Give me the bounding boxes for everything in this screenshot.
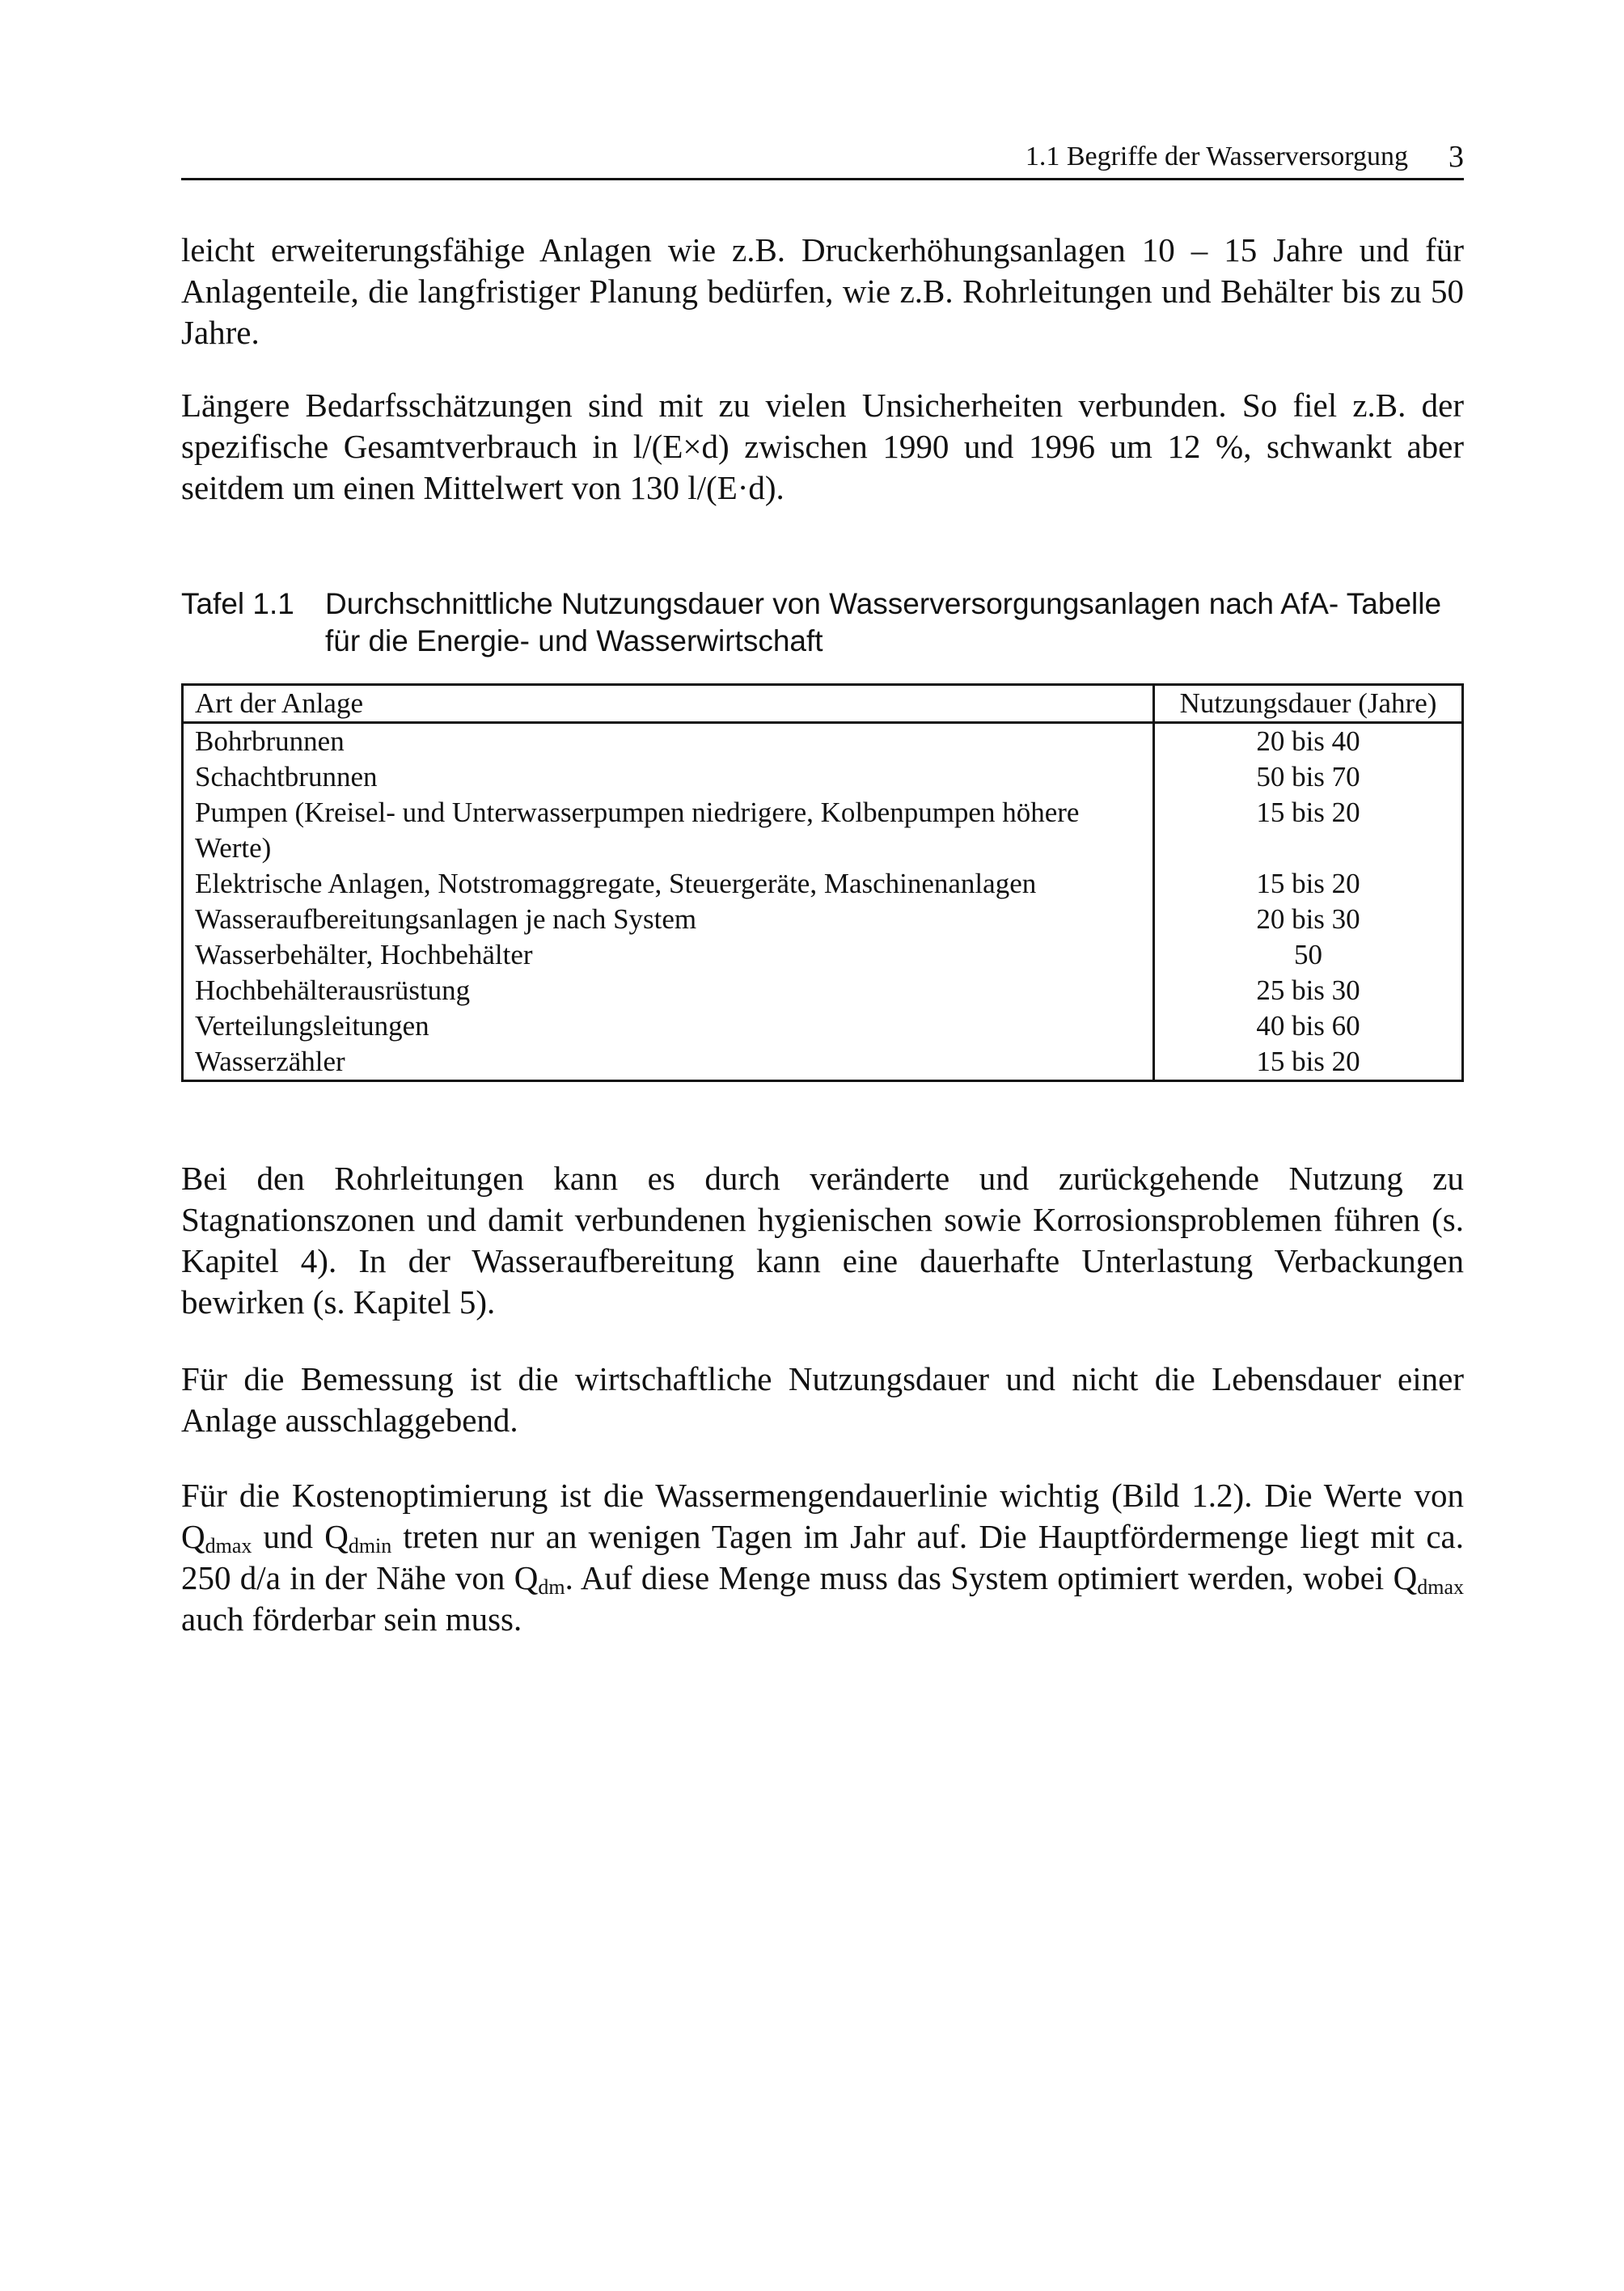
subscript-dmin: dmin — [348, 1534, 392, 1558]
q-symbol: Q — [181, 1518, 205, 1555]
table-header-row — [183, 685, 1463, 723]
text-run: treten nur an wenigen Tagen im Jahr auf. Die Hauptfördermenge liegt mit ca. 250 d/a in der Nähe von — [181, 1518, 1464, 1596]
duration-cell: 20 bis 40 — [1256, 725, 1360, 757]
subscript-dmax: dmax — [205, 1534, 252, 1558]
duration-cell: 50 — [1294, 939, 1322, 970]
table-row — [183, 937, 1463, 973]
column-header-usage-duration: Nutzungsdauer (Jahre) — [1154, 685, 1463, 723]
usage-duration-table — [181, 683, 1464, 1082]
table-row — [183, 723, 1463, 760]
table-row — [183, 902, 1463, 937]
table-caption-label: Tafel 1.1 — [181, 587, 294, 620]
table-row — [183, 795, 1463, 866]
q-symbol: Q — [1393, 1559, 1418, 1596]
column-header-facility-type: Art der Anlage — [183, 685, 1154, 723]
facility-cell: Wasserbehälter, Hochbehälter — [183, 937, 1154, 973]
facility-cell: Hochbehälterausrüstung — [183, 973, 1154, 1008]
facility-cell: Pumpen (Kreisel- und Unterwasserpumpen niedrigere, Kolbenpumpen höhere Werte) — [183, 795, 1154, 866]
table-row — [183, 759, 1463, 795]
paragraph-pipeline-stagnation: Bei den Rohrleitungen kann es durch veränderte und zurückgehende Nutzung zu Stagnationszonen und damit verbundenen hygienischen sowie Korrosionsproblemen führen (s. Kapitel 4). In der Wasseraufbereitung kann eine dauerhafte Unterlastung Verbackungen bewirken (s. Kapitel 5). — [181, 1160, 1464, 1321]
duration-cell: 15 bis 20 — [1256, 868, 1360, 899]
facility-cell: Wasseraufbereitungsanlagen je nach System — [183, 902, 1154, 937]
page-number: 3 — [1448, 140, 1464, 174]
facility-cell: Schachtbrunnen — [183, 759, 1154, 795]
duration-cell: 20 bis 30 — [1256, 903, 1360, 935]
table-row — [183, 973, 1463, 1008]
subscript-dm: dm — [538, 1575, 565, 1599]
facility-cell: Bohrbrunnen — [183, 723, 1154, 760]
paragraph-cost-optimization — [181, 1475, 1464, 1640]
duration-cell: 15 bis 20 — [1256, 797, 1360, 828]
subscript-dmax: dmax — [1417, 1575, 1465, 1599]
duration-cell: 15 bis 20 — [1256, 1046, 1360, 1077]
running-header — [181, 136, 1464, 180]
facility-cell: Verteilungsleitungen — [183, 1008, 1154, 1044]
q-symbol: Q — [514, 1559, 539, 1596]
page — [181, 0, 1464, 2291]
duration-cell: 50 bis 70 — [1256, 761, 1360, 793]
duration-cell: 40 bis 60 — [1256, 1010, 1360, 1042]
paragraph-demand-estimates: Längere Bedarfsschätzungen sind mit zu vielen Unsicherheiten verbunden. So fiel z.B. der spezifische Gesamtverbrauch in l/(E×d) zwischen 1990 und 1996 um 12 %, schwankt aber seitdem um einen Mittelwert von 130 l/(E·d). — [181, 387, 1464, 506]
paragraph-economic-lifetime: Für die Bemessung ist die wirtschaftliche Nutzungsdauer und nicht die Lebensdauer einer Anlage ausschlaggebend. — [181, 1360, 1464, 1439]
text-run: auch förderbar sein muss. — [181, 1600, 522, 1638]
text-run: . Auf diese Menge muss das System optimiert werden, wobei — [565, 1559, 1394, 1596]
text-run: und — [252, 1518, 325, 1555]
q-symbol: Q — [324, 1518, 349, 1555]
facility-cell: Wasserzähler — [183, 1044, 1154, 1081]
table-row — [183, 1044, 1463, 1081]
table-caption-text: Durchschnittliche Nutzungsdauer von Wasserversorgungsanlagen nach AfA- Tabelle für die Energie- und Wasserwirtschaft — [325, 587, 1442, 657]
paragraph-usage-periods: leicht erweiterungsfähige Anlagen wie z.B. Druckerhöhungsanlagen 10 – 15 Jahre und für Anlagenteile, die langfristiger Planung bedürfen, wie z.B. Rohrleitungen und Behälter bis zu 50 Jahre. — [181, 231, 1464, 351]
facility-cell: Elektrische Anlagen, Notstromaggregate, Steuergeräte, Maschinenanlagen — [183, 866, 1154, 902]
header-section-title: 1.1 Begriffe der Wasserversorgung — [1025, 142, 1408, 171]
table-row — [183, 866, 1463, 902]
table-caption — [181, 585, 1464, 660]
duration-cell: 25 bis 30 — [1256, 974, 1360, 1006]
text-run: Für die Kostenoptimierung ist die Wassermengendauerlinie wichtig (Bild 1.2). Die Werte von — [181, 1477, 1464, 1514]
table-row — [183, 1008, 1463, 1044]
